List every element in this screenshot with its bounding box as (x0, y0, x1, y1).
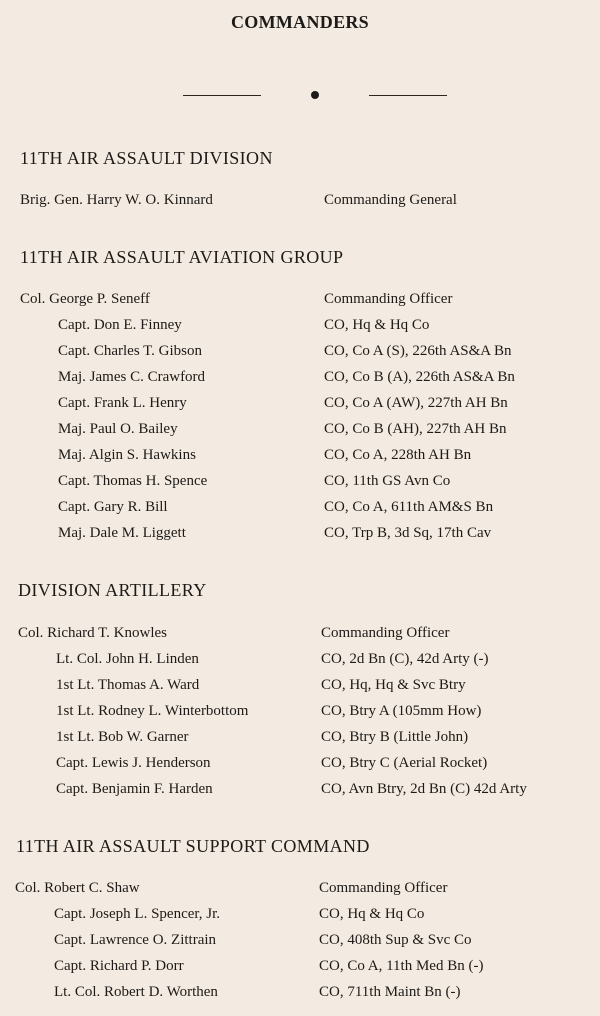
commander-row (0, 190, 600, 216)
commander-row (0, 367, 600, 393)
commander-role: CO, Btry A (105mm How) (321, 703, 482, 719)
section-heading: 11TH AIR ASSAULT AVIATION GROUP (20, 247, 344, 267)
commander-role: CO, 2d Bn (C), 42d Arty (-) (321, 651, 489, 667)
commander-name: Brig. Gen. Harry W. O. Kinnard (20, 192, 213, 208)
commander-row (0, 701, 600, 727)
page-title: COMMANDERS (231, 12, 369, 32)
commander-role: CO, Btry B (Little John) (321, 729, 469, 745)
commander-name: Capt. Lawrence O. Zittrain (54, 932, 217, 948)
commander-role: Commanding Officer (321, 625, 450, 641)
commander-row (0, 904, 600, 930)
commander-row (0, 393, 600, 419)
commander-name: Capt. Frank L. Henry (58, 395, 187, 411)
commander-row (0, 315, 600, 341)
commander-role: CO, Co A (AW), 227th AH Bn (324, 395, 508, 411)
commander-role: CO, Co B (A), 226th AS&A Bn (324, 369, 515, 385)
commander-row (0, 982, 600, 1008)
commander-role: CO, Co B (AH), 227th AH Bn (324, 421, 507, 437)
center-dot (311, 91, 319, 99)
commander-row (0, 419, 600, 445)
commander-name: 1st Lt. Rodney L. Winterbottom (56, 703, 249, 719)
commander-row (0, 649, 600, 675)
commander-row (0, 289, 600, 315)
commander-row (0, 497, 600, 523)
commander-row (0, 956, 600, 982)
section-heading: DIVISION ARTILLERY (18, 580, 207, 600)
commander-name: Maj. Dale M. Liggett (58, 525, 186, 541)
section-heading: 11TH AIR ASSAULT DIVISION (20, 148, 273, 168)
commander-name: Maj. Paul O. Bailey (58, 421, 178, 437)
commander-row (0, 471, 600, 497)
right-rule (369, 95, 447, 96)
commander-role: CO, 11th GS Avn Co (324, 473, 451, 489)
commander-name: 1st Lt. Bob W. Garner (56, 729, 189, 745)
commander-row (0, 878, 600, 904)
commander-name: Capt. Charles T. Gibson (58, 343, 203, 359)
commander-role: CO, Co A, 611th AM&S Bn (324, 499, 494, 515)
commander-name: Col. George P. Seneff (20, 291, 150, 307)
commander-role: Commanding Officer (319, 880, 448, 896)
commander-role: CO, Co A, 228th AH Bn (324, 447, 472, 463)
commander-row (0, 623, 600, 649)
commander-name: Capt. Lewis J. Henderson (56, 755, 211, 771)
commander-name: Lt. Col. Robert D. Worthen (54, 984, 218, 1000)
commander-name: Capt. Thomas H. Spence (58, 473, 208, 489)
commander-role: CO, 408th Sup & Svc Co (319, 932, 472, 948)
commander-name: Maj. James C. Crawford (58, 369, 206, 385)
commander-row (0, 753, 600, 779)
commander-name: Col. Robert C. Shaw (15, 880, 140, 896)
commander-row (0, 779, 600, 805)
commander-name: Lt. Col. John H. Linden (56, 651, 199, 667)
commander-role: Commanding Officer (324, 291, 453, 307)
commander-name: Capt. Joseph L. Spencer, Jr. (54, 906, 221, 922)
commander-role: CO, Hq & Hq Co (324, 317, 430, 333)
commander-row (0, 341, 600, 367)
commander-role: CO, Hq, Hq & Svc Btry (321, 677, 466, 693)
commander-row (0, 523, 600, 549)
left-rule (183, 95, 261, 96)
commander-row (0, 445, 600, 471)
commander-role: CO, Co A (S), 226th AS&A Bn (324, 343, 512, 359)
commander-role: CO, Co A, 11th Med Bn (-) (319, 958, 484, 974)
commander-row (0, 930, 600, 956)
commander-role: CO, Hq & Hq Co (319, 906, 425, 922)
commander-role: CO, Trp B, 3d Sq, 17th Cav (324, 525, 492, 541)
commander-row (0, 675, 600, 701)
commander-role: CO, 711th Maint Bn (-) (319, 984, 461, 1000)
commander-name: Capt. Richard P. Dorr (54, 958, 184, 974)
commander-role: CO, Btry C (Aerial Rocket) (321, 755, 488, 771)
section-heading: 11TH AIR ASSAULT SUPPORT COMMAND (16, 836, 370, 856)
commander-name: Col. Richard T. Knowles (18, 625, 168, 641)
commander-name: Maj. Algin S. Hawkins (58, 447, 196, 463)
commander-row (0, 727, 600, 753)
commander-name: Capt. Don E. Finney (58, 317, 182, 333)
commander-name: Capt. Gary R. Bill (58, 499, 168, 515)
commander-name: 1st Lt. Thomas A. Ward (56, 677, 200, 693)
commander-role: CO, Avn Btry, 2d Bn (C) 42d Arty (321, 781, 527, 797)
commander-role: Commanding General (324, 192, 457, 208)
commander-name: Capt. Benjamin F. Harden (56, 781, 213, 797)
title-ornament (0, 88, 600, 102)
